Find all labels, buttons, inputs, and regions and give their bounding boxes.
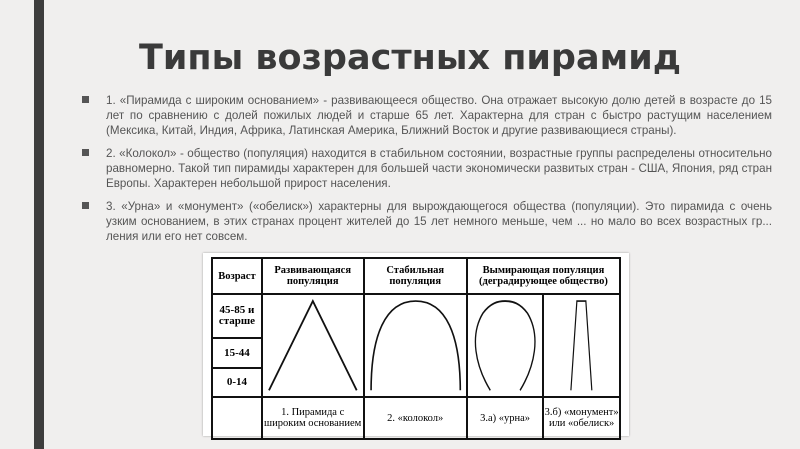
bell-curve-icon xyxy=(365,295,466,396)
bullet-square-icon xyxy=(82,149,89,156)
bullet-item xyxy=(82,93,772,138)
bullet-text: 3. «Урна» и «монумент» («обелиск») характерны для вырождающегося общества (популяции). Это пирамида с очень узким основанием, в этих странах процент жителей до 15 лет немного меньше, чем ... но мало во всех возрастных гр... ления или его нет совсем. xyxy=(106,200,772,243)
bell-shape xyxy=(364,294,467,397)
bullet-item xyxy=(82,199,772,244)
bullet-text: 2. «Колокол» - общество (популяция) находится в стабильном состоянии, возрастные группы распределены относительно равномерно. Такой тип пирамиды характерен для большей части экономически развитых стран - США, Япония, ряд стран Европы. Характерен небольшой прирост населения. xyxy=(106,147,772,190)
header-age: Возраст xyxy=(212,258,262,294)
age-group-adult: 15-44 xyxy=(212,338,262,368)
header-developing: Развивающаяся популяция xyxy=(262,258,364,294)
urn-shape xyxy=(467,294,543,397)
bullet-text: 1. «Пирамида с широким основанием» - развивающееся общество. Она отражает высокую долю детей в возрасте до 15 лет по сравнению с долей пожилых людей и старше 65 лет. Характерна для стран с быстро растущим населением (Мексика, Китай, Индия, Африка, Латинская Америка, Ближний Восток и другие развивающиеся страны). xyxy=(106,94,772,137)
slide-title: Типы возрастных пирамид xyxy=(138,38,682,78)
header-stable: Стабильная популяция xyxy=(364,258,467,294)
wide-base-pyramid-shape xyxy=(262,294,364,397)
bullet-square-icon xyxy=(82,202,89,209)
obelisk-outline-icon xyxy=(544,295,619,396)
left-accent-bar xyxy=(34,0,44,449)
age-group-old: 45-85 и старше xyxy=(212,294,262,338)
caption-empty xyxy=(212,397,262,439)
urn-outline-icon xyxy=(468,295,542,396)
caption-obelisk: 3.б) «монумент» или «обелиск» xyxy=(543,397,620,439)
bullet-item xyxy=(82,146,772,191)
pyramid-triangle-icon xyxy=(263,295,363,396)
pyramid-table xyxy=(211,257,621,440)
bullet-square-icon xyxy=(82,96,89,103)
obelisk-shape xyxy=(543,294,620,397)
caption-bell: 2. «колокол» xyxy=(364,397,467,439)
age-group-child: 0-14 xyxy=(212,368,262,398)
pyramid-table-image xyxy=(203,253,629,436)
caption-urn: 3.а) «урна» xyxy=(467,397,543,439)
bullet-list xyxy=(82,93,772,252)
caption-wide-base: 1. Пирамида с широким основанием xyxy=(262,397,364,439)
header-declining: Вымирающая популяция (деградирующее общество) xyxy=(467,258,620,294)
